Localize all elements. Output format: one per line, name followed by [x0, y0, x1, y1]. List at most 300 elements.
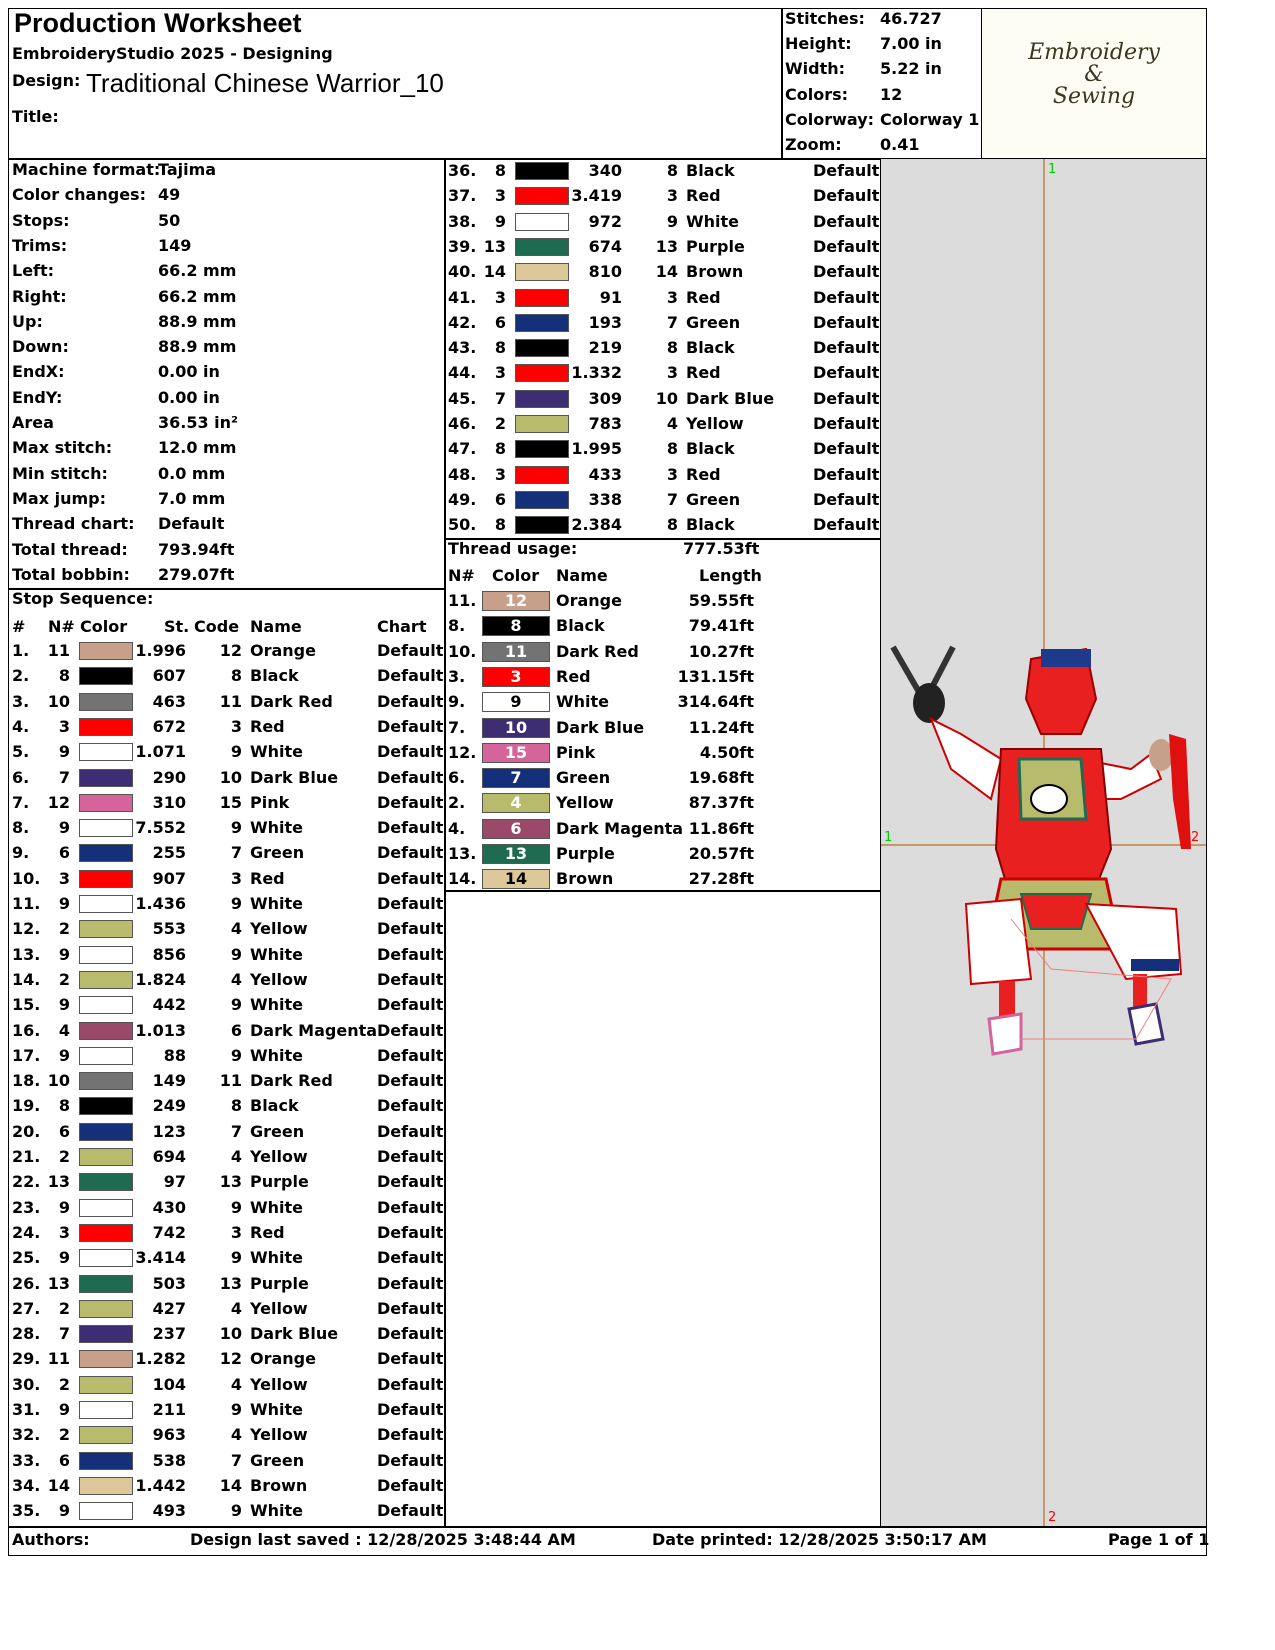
stop-sequence-row	[0, 815, 446, 841]
thread-chart: Default	[377, 691, 444, 711]
stop-sequence-row	[0, 891, 446, 917]
thread-usage-length: 87.37ft	[688, 793, 754, 813]
stop-number: 7.	[12, 792, 30, 812]
thread-chart: Default	[813, 338, 880, 358]
needle-number: 6	[58, 843, 70, 863]
summary-value: 5.22 in	[880, 59, 942, 79]
stop-number: 6.	[12, 767, 30, 787]
thread-code: 9	[230, 995, 242, 1015]
needle-number: 9	[58, 742, 70, 762]
thread-code: 9	[230, 894, 242, 913]
needle-number: 2	[494, 414, 506, 433]
thread-code: 11	[219, 1071, 242, 1091]
thread-chart: Default	[377, 1374, 444, 1394]
tu-name-header: Name	[556, 566, 608, 585]
stop-sequence-row	[0, 1169, 446, 1195]
thread-color-swatch	[515, 314, 569, 332]
thread-code: 10	[219, 767, 242, 787]
machine-info-value: 7.0 mm	[158, 488, 226, 508]
thread-usage-row	[444, 664, 882, 690]
stop-sequence-row	[0, 1473, 446, 1499]
thread-color-swatch	[515, 162, 569, 180]
thread-code: 4	[230, 969, 242, 989]
thread-chart: Default	[377, 1071, 444, 1091]
thread-code: 3	[666, 464, 678, 484]
thread-code: 8	[666, 515, 678, 535]
thread-name: White	[250, 1197, 304, 1217]
thread-code: 12	[219, 641, 242, 660]
thread-color-swatch	[79, 895, 133, 913]
thread-usage-length: 79.41ft	[688, 616, 754, 636]
thread-code: 15	[219, 792, 242, 812]
stitch-count: 810	[588, 262, 622, 282]
stitch-count: 963	[152, 1425, 186, 1445]
thread-usage-length: 131.15ft	[677, 666, 754, 686]
thread-name: Green	[686, 489, 741, 509]
thread-color-swatch	[79, 870, 133, 888]
summary-label: Width:	[785, 59, 846, 79]
machine-info-label: Down:	[12, 337, 69, 357]
machine-info-label: Color changes:	[12, 185, 146, 205]
stop-number: 18.	[12, 1071, 41, 1091]
thread-chart: Default	[377, 1273, 444, 1293]
thread-name: Yellow	[250, 1298, 308, 1318]
machine-info-label: Total bobbin:	[12, 564, 130, 584]
stop-sequence-row	[0, 689, 446, 715]
thread-code: 8	[230, 666, 242, 686]
needle-number: 7	[58, 1324, 70, 1344]
stitch-count: 290	[152, 767, 186, 787]
thread-code: 9	[230, 1501, 242, 1521]
summary-label: Colors:	[785, 84, 849, 104]
summary-value: 0.41	[880, 135, 920, 154]
thread-usage-row	[444, 841, 882, 867]
stop-sequence-row	[436, 158, 882, 184]
col-name-header: Name	[250, 617, 302, 636]
design-label: Design:	[12, 71, 81, 90]
stitch-count: 211	[152, 1400, 186, 1419]
thread-chart: Default	[813, 161, 880, 180]
stop-sequence-row	[0, 790, 446, 816]
thread-usage-color-box: 12	[482, 591, 550, 611]
thread-name: Dark Blue	[250, 1324, 339, 1344]
thread-usage-row	[444, 866, 882, 892]
stop-sequence-row	[0, 1372, 446, 1398]
stop-sequence-row	[0, 1195, 446, 1221]
thread-code: 9	[666, 211, 678, 231]
needle-number: 6	[58, 1121, 70, 1141]
summary-label: Zoom:	[785, 135, 842, 154]
stitch-count: 3.419	[571, 186, 622, 206]
needle-number: 3	[494, 186, 506, 206]
thread-name: Green	[250, 843, 305, 863]
stitch-count: 907	[152, 868, 186, 888]
stop-sequence-row	[0, 1093, 446, 1119]
stitch-count: 674	[588, 236, 622, 256]
needle-number: 3	[494, 363, 506, 383]
summary-value: Colorway 1	[880, 109, 980, 129]
thread-chart: Default	[813, 363, 880, 383]
stop-number: 19.	[12, 1096, 41, 1116]
stitch-count: 3.414	[135, 1248, 186, 1268]
thread-usage-total: 777.53ft	[683, 539, 760, 558]
thread-code: 4	[230, 919, 242, 939]
thread-color-swatch	[79, 1452, 133, 1470]
stitch-count: 2.384	[571, 515, 622, 535]
thread-chart: Default	[377, 1425, 444, 1445]
stitch-count: 1.013	[135, 1020, 186, 1040]
stitch-count: 433	[588, 464, 622, 484]
stitch-count: 694	[152, 1147, 186, 1166]
needle-number: 10	[47, 1071, 70, 1091]
needle-number: 7	[58, 767, 70, 787]
design-last-saved: Design last saved : 12/28/2025 3:48:44 AM	[190, 1530, 576, 1549]
thread-usage-length: 19.68ft	[688, 768, 754, 788]
stop-number: 49.	[448, 489, 477, 509]
thread-name: Orange	[250, 641, 316, 660]
thread-usage-row	[444, 689, 882, 715]
stop-sequence-header	[0, 614, 446, 640]
needle-number: 9	[494, 211, 506, 231]
thread-usage-row	[444, 816, 882, 842]
needle-number: 2	[58, 1147, 70, 1166]
thread-usage-name: White	[556, 692, 610, 712]
needle-number: 2	[58, 1425, 70, 1445]
stitch-count: 742	[152, 1222, 186, 1242]
thread-chart: Default	[377, 969, 444, 989]
stop-number: 10.	[12, 868, 41, 888]
thread-name: Yellow	[250, 919, 308, 939]
machine-info-label: Thread chart:	[12, 514, 135, 534]
stop-number: 44.	[448, 363, 477, 383]
needle-number: 13	[47, 1273, 70, 1293]
logo	[981, 42, 1207, 108]
stop-number: 30.	[12, 1374, 41, 1394]
thread-color-swatch	[79, 971, 133, 989]
thread-color-swatch	[515, 339, 569, 357]
needle-number: 3	[494, 464, 506, 484]
machine-info-value: 88.9 mm	[158, 337, 237, 357]
thread-chart: Default	[813, 262, 880, 282]
stop-number: 46.	[448, 414, 477, 433]
thread-usage-needle: 7.	[448, 717, 466, 737]
thread-name: Black	[686, 515, 735, 535]
thread-usage-needle: 13.	[448, 844, 477, 863]
axis-mark-bottom: 2	[1048, 1510, 1057, 1525]
stitch-count: 430	[152, 1197, 186, 1217]
design-name: Traditional Chinese Warrior_10	[86, 68, 444, 98]
col-code-header: Code	[194, 617, 240, 636]
thread-chart: Default	[377, 666, 444, 686]
stitch-count: 310	[152, 792, 186, 812]
thread-chart: Default	[377, 1121, 444, 1141]
stop-number: 41.	[448, 287, 477, 307]
stop-number: 8.	[12, 818, 30, 838]
thread-chart: Default	[377, 1045, 444, 1065]
thread-usage-needle: 14.	[448, 869, 477, 889]
stitch-count: 1.071	[135, 742, 186, 762]
thread-color-swatch	[515, 364, 569, 382]
stop-number: 21.	[12, 1147, 41, 1166]
stitch-count: 427	[152, 1298, 186, 1318]
thread-color-swatch	[79, 1426, 133, 1444]
stop-number: 3.	[12, 691, 30, 711]
axis-mark-top: 1	[1048, 162, 1057, 177]
thread-chart: Default	[377, 1147, 444, 1166]
thread-code: 4	[230, 1425, 242, 1445]
thread-color-swatch	[79, 1199, 133, 1217]
thread-color-swatch	[79, 794, 133, 812]
stop-sequence-row	[0, 1448, 446, 1474]
stop-number: 27.	[12, 1298, 41, 1318]
stitch-count: 783	[588, 414, 622, 433]
thread-code: 8	[666, 161, 678, 180]
thread-color-swatch	[515, 390, 569, 408]
machine-info-value: 0.00 in	[158, 362, 220, 382]
thread-usage-color-box: 7	[482, 768, 550, 788]
thread-usage-name: Orange	[556, 591, 622, 610]
needle-number: 9	[58, 944, 70, 964]
thread-chart: Default	[377, 995, 444, 1015]
thread-usage-row	[444, 715, 882, 741]
design-preview	[880, 158, 1207, 1528]
thread-chart: Default	[377, 868, 444, 888]
thread-usage-needle: 6.	[448, 768, 466, 788]
software-name: EmbroideryStudio 2025 - Designing	[12, 44, 333, 63]
thread-usage-name: Dark Blue	[556, 717, 645, 737]
needle-number: 9	[58, 1248, 70, 1268]
stitch-count: 1.282	[135, 1349, 186, 1369]
thread-name: White	[250, 995, 304, 1015]
tu-length-header: Length	[699, 566, 762, 585]
stop-sequence-row	[0, 916, 446, 942]
stop-number: 50.	[448, 515, 477, 535]
needle-number: 8	[58, 666, 70, 686]
thread-name: Yellow	[250, 969, 308, 989]
stitch-count: 338	[588, 489, 622, 509]
stop-number: 47.	[448, 439, 477, 459]
thread-code: 3	[230, 868, 242, 888]
needle-number: 2	[58, 1374, 70, 1394]
stop-sequence-row	[0, 1220, 446, 1246]
thread-chart: Default	[377, 919, 444, 939]
needle-number: 2	[58, 1298, 70, 1318]
thread-usage-name: Black	[556, 616, 605, 636]
thread-usage-needle: 8.	[448, 616, 466, 636]
thread-color-swatch	[79, 1173, 133, 1191]
stop-number: 24.	[12, 1222, 41, 1242]
needle-number: 8	[494, 161, 506, 180]
thread-usage-color-box: 14	[482, 869, 550, 889]
thread-chart: Default	[377, 1248, 444, 1268]
authors-label: Authors:	[12, 1530, 90, 1549]
needle-number: 6	[494, 489, 506, 509]
thread-name: Dark Red	[250, 691, 333, 711]
thread-color-swatch	[79, 1325, 133, 1343]
thread-color-swatch	[79, 693, 133, 711]
thread-name: Yellow	[250, 1425, 308, 1445]
thread-name: Black	[686, 439, 735, 459]
stop-number: 38.	[448, 211, 477, 231]
thread-name: Green	[250, 1450, 305, 1470]
thread-name: Yellow	[250, 1147, 308, 1166]
machine-info-value: 279.07ft	[158, 564, 235, 584]
page-number: Page 1 of 1	[1108, 1530, 1210, 1549]
summary-label: Height:	[785, 34, 852, 54]
needle-number: 2	[58, 919, 70, 939]
thread-color-swatch	[79, 819, 133, 837]
needle-number: 4	[58, 1020, 70, 1040]
stop-number: 13.	[12, 944, 41, 964]
machine-info-label: Trims:	[12, 235, 68, 255]
thread-name: Black	[250, 666, 299, 686]
stop-sequence-row	[436, 209, 882, 235]
thread-chart: Default	[813, 489, 880, 509]
thread-usage-name: Purple	[556, 844, 615, 863]
stop-number: 12.	[12, 919, 41, 939]
logo-line-2: &	[1084, 62, 1104, 87]
axis-mark-left: 1	[884, 830, 893, 845]
thread-name: Purple	[250, 1172, 309, 1192]
thread-usage-name: Dark Magenta	[556, 818, 684, 838]
stitch-count: 463	[152, 691, 186, 711]
thread-chart: Default	[377, 843, 444, 863]
thread-usage-needle: 12.	[448, 742, 477, 762]
thread-chart: Default	[377, 792, 444, 812]
stop-number: 35.	[12, 1501, 41, 1521]
stitch-count: 1.996	[135, 641, 186, 660]
stop-number: 39.	[448, 236, 477, 256]
thread-usage-title: Thread usage:	[448, 539, 578, 558]
stop-sequence-row	[436, 386, 882, 412]
thread-color-swatch	[79, 1148, 133, 1166]
thread-usage-length: 4.50ft	[699, 742, 754, 762]
stop-sequence-row	[0, 765, 446, 791]
stop-sequence-row	[0, 1043, 446, 1069]
date-printed: Date printed: 12/28/2025 3:50:17 AM	[652, 1530, 987, 1549]
thread-name: White	[250, 894, 304, 913]
needle-number: 13	[483, 236, 506, 256]
thread-code: 3	[230, 1222, 242, 1242]
stop-number: 9.	[12, 843, 30, 863]
stitch-count: 7.552	[135, 818, 186, 838]
machine-info-value: 36.53 in²	[158, 413, 239, 432]
thread-chart: Default	[813, 211, 880, 231]
thread-chart: Default	[377, 1501, 444, 1521]
stop-number: 34.	[12, 1475, 41, 1495]
thread-usage-needle: 4.	[448, 818, 466, 838]
thread-color-swatch	[79, 1477, 133, 1495]
stitch-count: 340	[588, 161, 622, 180]
machine-info-value: 793.94ft	[158, 539, 235, 559]
needle-number: 9	[58, 995, 70, 1015]
thread-color-swatch	[515, 289, 569, 307]
stop-number: 14.	[12, 969, 41, 989]
thread-name: White	[686, 211, 740, 231]
thread-usage-length: 59.55ft	[688, 591, 754, 610]
needle-number: 9	[58, 1400, 70, 1419]
thread-chart: Default	[377, 1400, 444, 1419]
summary-value: 46.727	[880, 9, 942, 28]
needle-number: 6	[58, 1450, 70, 1470]
thread-chart: Default	[813, 312, 880, 332]
thread-chart: Default	[377, 1197, 444, 1217]
stop-sequence-row	[436, 259, 882, 285]
thread-name: Black	[686, 338, 735, 358]
thread-usage-name: Green	[556, 768, 611, 788]
needle-number: 6	[494, 312, 506, 332]
col-chart-header: Chart	[377, 617, 427, 636]
thread-code: 3	[666, 186, 678, 206]
thread-color-swatch	[79, 667, 133, 685]
machine-info-value: Tajima	[158, 160, 217, 179]
thread-color-swatch	[515, 238, 569, 256]
stitch-count: 442	[152, 995, 186, 1015]
thread-name: Red	[686, 186, 721, 206]
logo-line-1: Embroidery	[1028, 40, 1160, 65]
stop-number: 37.	[448, 186, 477, 206]
needle-number: 8	[494, 515, 506, 535]
stop-sequence-row	[0, 840, 446, 866]
thread-usage-row	[444, 790, 882, 816]
thread-name: Dark Magenta	[250, 1020, 378, 1040]
thread-name: Green	[250, 1121, 305, 1141]
machine-info-label: EndY:	[12, 387, 63, 407]
thread-color-swatch	[79, 1376, 133, 1394]
thread-color-swatch	[79, 996, 133, 1014]
thread-code: 13	[219, 1172, 242, 1192]
thread-code: 4	[230, 1374, 242, 1394]
thread-color-swatch	[515, 491, 569, 509]
stop-sequence-row	[0, 866, 446, 892]
machine-info-value: 0.0 mm	[158, 463, 226, 483]
thread-chart: Default	[377, 944, 444, 964]
thread-usage-needle: 9.	[448, 692, 466, 712]
stop-sequence-row	[0, 1321, 446, 1347]
machine-info-value: 50	[158, 210, 181, 230]
stitch-count: 249	[152, 1096, 186, 1116]
stop-number: 36.	[448, 161, 477, 180]
thread-color-swatch	[79, 946, 133, 964]
thread-usage-length: 20.57ft	[688, 844, 754, 863]
title-label: Title:	[12, 107, 59, 126]
thread-name: Yellow	[250, 1374, 308, 1394]
summary-value: 12	[880, 84, 903, 104]
machine-info-value: Default	[158, 514, 225, 534]
thread-color-swatch	[79, 844, 133, 862]
stop-sequence-row	[0, 663, 446, 689]
thread-chart: Default	[813, 439, 880, 459]
axis-mark-right: 2	[1191, 830, 1200, 845]
thread-code: 7	[230, 843, 242, 863]
stop-sequence-row	[436, 310, 882, 336]
thread-color-swatch	[515, 466, 569, 484]
stitch-count: 309	[588, 388, 622, 408]
thread-usage-row	[444, 639, 882, 665]
stitch-count: 88	[163, 1045, 186, 1065]
needle-number: 8	[494, 338, 506, 358]
machine-info-label: Left:	[12, 261, 55, 281]
machine-info-value: 66.2 mm	[158, 286, 237, 306]
thread-code: 9	[230, 1248, 242, 1268]
stop-sequence-row	[0, 1144, 446, 1170]
stitch-count: 856	[152, 944, 186, 964]
needle-number: 3	[494, 287, 506, 307]
thread-code: 9	[230, 1197, 242, 1217]
stop-sequence-row	[436, 360, 882, 386]
thread-chart: Default	[813, 186, 880, 206]
stop-sequence-row	[0, 942, 446, 968]
